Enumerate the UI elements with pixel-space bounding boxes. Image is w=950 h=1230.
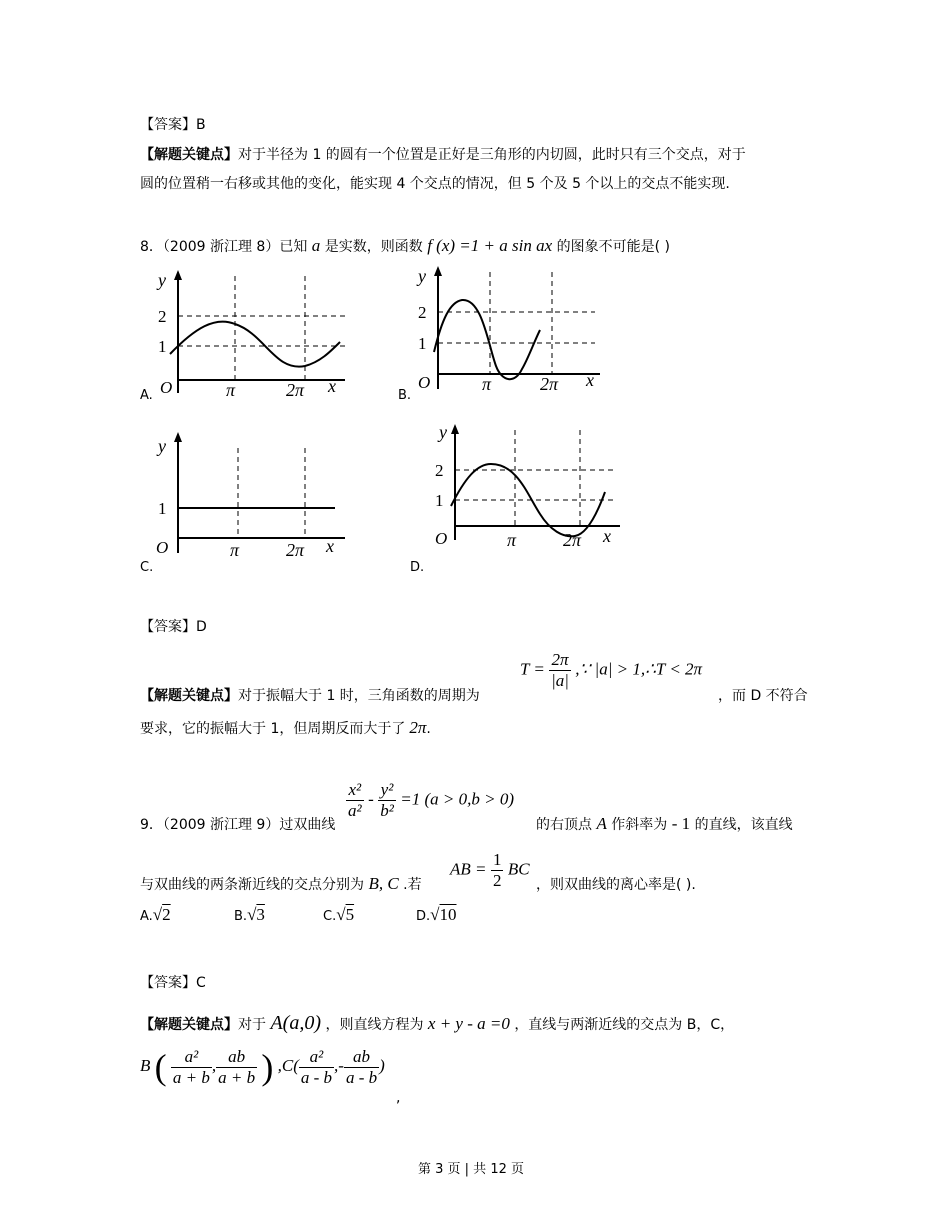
graph-b-pi: π [482,374,492,394]
q7-key-line1 [140,144,746,164]
q9-half-den: 2 [492,871,502,890]
q9-slope: - 1 [671,814,691,833]
q8-formula-rest: ,∵ |a| > 1,∴T < 2π [575,659,703,679]
q9-bc: B, C [368,874,399,893]
q9-choice-a [140,905,171,925]
graph-a-origin: O [160,378,173,397]
q9-stem-tail [536,814,793,834]
q9-choice-b-label: B. [234,909,248,924]
q9-hyp-x: x² [346,780,364,801]
graph-a-y-label: y [158,270,166,290]
q9-half-num: 1 [492,850,502,869]
graph-d-x-label: x [603,526,611,546]
q9-c-frac1 [299,1047,334,1088]
q9-condition [450,850,530,891]
q9-answer: 【答案】C [140,975,206,991]
graph-d-tick-1: 1 [435,491,444,510]
q8-two-pi: 2π [409,718,427,737]
q7-key-label: 【解题关键点】 [140,147,238,163]
q8-key-line1 [140,685,480,705]
q8-text-mid: 是实数，则函数 [324,239,423,255]
q9-hyp-a: a² [348,801,362,820]
q9-choice-c [323,905,354,925]
q9-point-a: A [596,814,607,833]
graph-c-pi: π [230,540,240,560]
q9-choice-c-label: C. [323,909,337,924]
q7-answer: 【答案】B [140,117,206,133]
q8-period: . [426,721,431,737]
graph-a-pi: π [226,380,236,400]
q9-line-eq: x + y - a =0 [427,1014,510,1033]
page-footer: 第 3 页 | 共 12 页 [418,1162,524,1177]
q8-var-a: a [311,236,321,255]
graph-c-origin: O [156,538,169,557]
graph-c-y-label: y [158,436,166,456]
q9-line2 [140,874,422,894]
q9-text1: 的右顶点 [536,817,592,833]
q9-choice-d-label: D. [416,909,431,924]
option-c-label: C. [140,560,154,575]
graph-c-tick-1: 1 [158,499,167,518]
q9-hyperbola [346,780,514,821]
graph-b-tick-1: 1 [418,334,427,353]
q9-bc2: BC [507,859,530,879]
q9-number: 9．（2009 浙江理 9）过双曲线 [140,817,336,833]
left-paren-icon: ( [154,1047,167,1087]
q9-line2-end: ，则双曲线的离心率是( ). [536,877,696,893]
q8-key-line2 [140,718,431,738]
q9-c-sep: ,- [334,1055,344,1075]
q9-choice-c-value: 5 [345,905,355,924]
q9-c-den2: a - b [345,1067,378,1087]
q8-formula [520,650,702,691]
q9-hyp-minus: - [368,789,374,809]
graph-a-x-label: x [328,376,336,396]
graph-c-2pi: 2π [286,540,305,560]
q8-key-label: 【解题关键点】 [140,688,238,704]
graph-a-2pi: 2π [286,380,305,400]
q9-choice-b [234,905,265,925]
graph-b-tick-2: 2 [418,303,427,322]
q9-c-close: ) [379,1055,385,1075]
q9-b-den1: a + b [172,1067,210,1087]
q7-key-line2: 圆的位置稍一右移或其他的变化，能实现 4 个交点的情况，但 5 个及 5 个以上的交点不能实现. [140,176,730,192]
graph-d-y-label: y [439,422,447,442]
q9-trailing-comma: , [396,1090,401,1106]
q9-choice-a-value: 2 [162,905,171,924]
q9-b-frac2 [216,1047,257,1088]
graph-a [140,268,350,403]
q9-key-end: ，直线与两渐近线的交点为 B，C， [514,1017,735,1033]
graph-d-2pi: 2π [563,530,582,550]
q9-hyp-y: y² [378,780,396,801]
graph-b-2pi: 2π [540,374,559,394]
q9-choice-b-value: 3 [256,905,265,924]
graph-c-x-label: x [326,536,334,556]
q9-c-frac2 [344,1047,379,1088]
graph-b [410,264,610,399]
q8-key-line2-text: 要求，它的振幅大于 1，但周期反而大于了 [140,721,406,737]
sqrt-icon: √ [336,905,346,924]
graph-a-tick-2: 2 [158,307,167,326]
q8-stem [140,236,670,256]
graph-d-pi: π [507,530,517,550]
q9-key-label: 【解题关键点】 [140,1017,238,1033]
graph-d [425,422,625,557]
graph-b-x-label: x [586,370,594,390]
q8-formula-num: 2π [549,650,571,671]
q9-ab-eq: AB = [450,859,487,879]
q9-hyp-b: b² [380,801,394,820]
q9-b-num2: ab [216,1047,257,1068]
q8-text-end: 的图象不可能是( ) [556,239,670,255]
option-b-label: B. [398,388,412,403]
q9-b-label: B [140,1055,151,1075]
q8-func: f (x) =1 + a sin ax [427,236,553,255]
q9-text3: 的直线，该直线 [694,817,793,833]
q8-answer: 【答案】D [140,619,207,635]
q8-key-text: 对于振幅大于 1 时，三角函数的周期为 [238,688,480,704]
graph-c [140,428,350,563]
q9-c-den1: a - b [300,1067,333,1087]
q8-formula-frac [549,650,571,691]
q8-formula-den: |a| [551,671,569,690]
q9-point: A(a,0) [270,1012,321,1034]
q9-key-mid: ，则直线方程为 [325,1017,424,1033]
sqrt-icon: √ [152,905,163,924]
q9-key-line1 [140,1012,734,1035]
q9-b-den2: a + b [218,1067,256,1087]
q9-choice-d-value: 10 [439,905,457,924]
graph-d-origin: O [435,529,448,548]
graph-b-y-label: y [418,266,426,286]
q9-c-num1: a² [299,1047,334,1068]
q8-number: 8．（2009 浙江理 8）已知 [140,239,308,255]
q9-c-num2: ab [344,1047,379,1068]
q9-b-num1: a² [171,1047,212,1068]
q7-key-text: 对于半径为 1 的圆有一个位置是正好是三角形的内切圆，此时只有三个交点，对于 [238,147,746,163]
option-d-label: D. [410,560,425,575]
graph-b-origin: O [418,373,431,392]
graph-d-tick-2: 2 [435,461,444,480]
q8-key-tail: ，而 D 不符合 [718,688,808,704]
q9-text2: 作斜率为 [611,817,668,833]
q9-line2-text: 与双曲线的两条渐近线的交点分别为 [140,877,364,893]
q9-choice-a-label: A. [140,909,153,924]
q8-formula-T: T = [520,659,545,679]
q9-if: .若 [403,877,422,893]
sqrt-icon: √ [430,905,440,924]
q9-key-pre: 对于 [238,1017,266,1033]
q9-hyp-frac-x [346,780,364,821]
graph-a-tick-1: 1 [158,337,167,356]
q9-choice-d [416,905,457,925]
option-a-label: A. [140,388,153,403]
q9-bc-coords: B ( $\frac{\text{a²}}{a + b}$ , $\frac{ab}{a + b}$ ) ,C( $\frac{\text{a²}}{a - b}$ ,- $\frac{ab}{a - b}$ ) [140,1046,385,1087]
q9-hyp-frac-y [378,780,396,821]
q9-hyp-rest: =1 (a > 0,b > 0) [400,789,514,809]
q9-b-frac1 [171,1047,212,1088]
q9-half [491,850,504,891]
q9-c-label: ,C( [277,1055,299,1075]
sqrt-icon: √ [247,905,257,924]
right-paren-icon: ) [261,1047,274,1087]
